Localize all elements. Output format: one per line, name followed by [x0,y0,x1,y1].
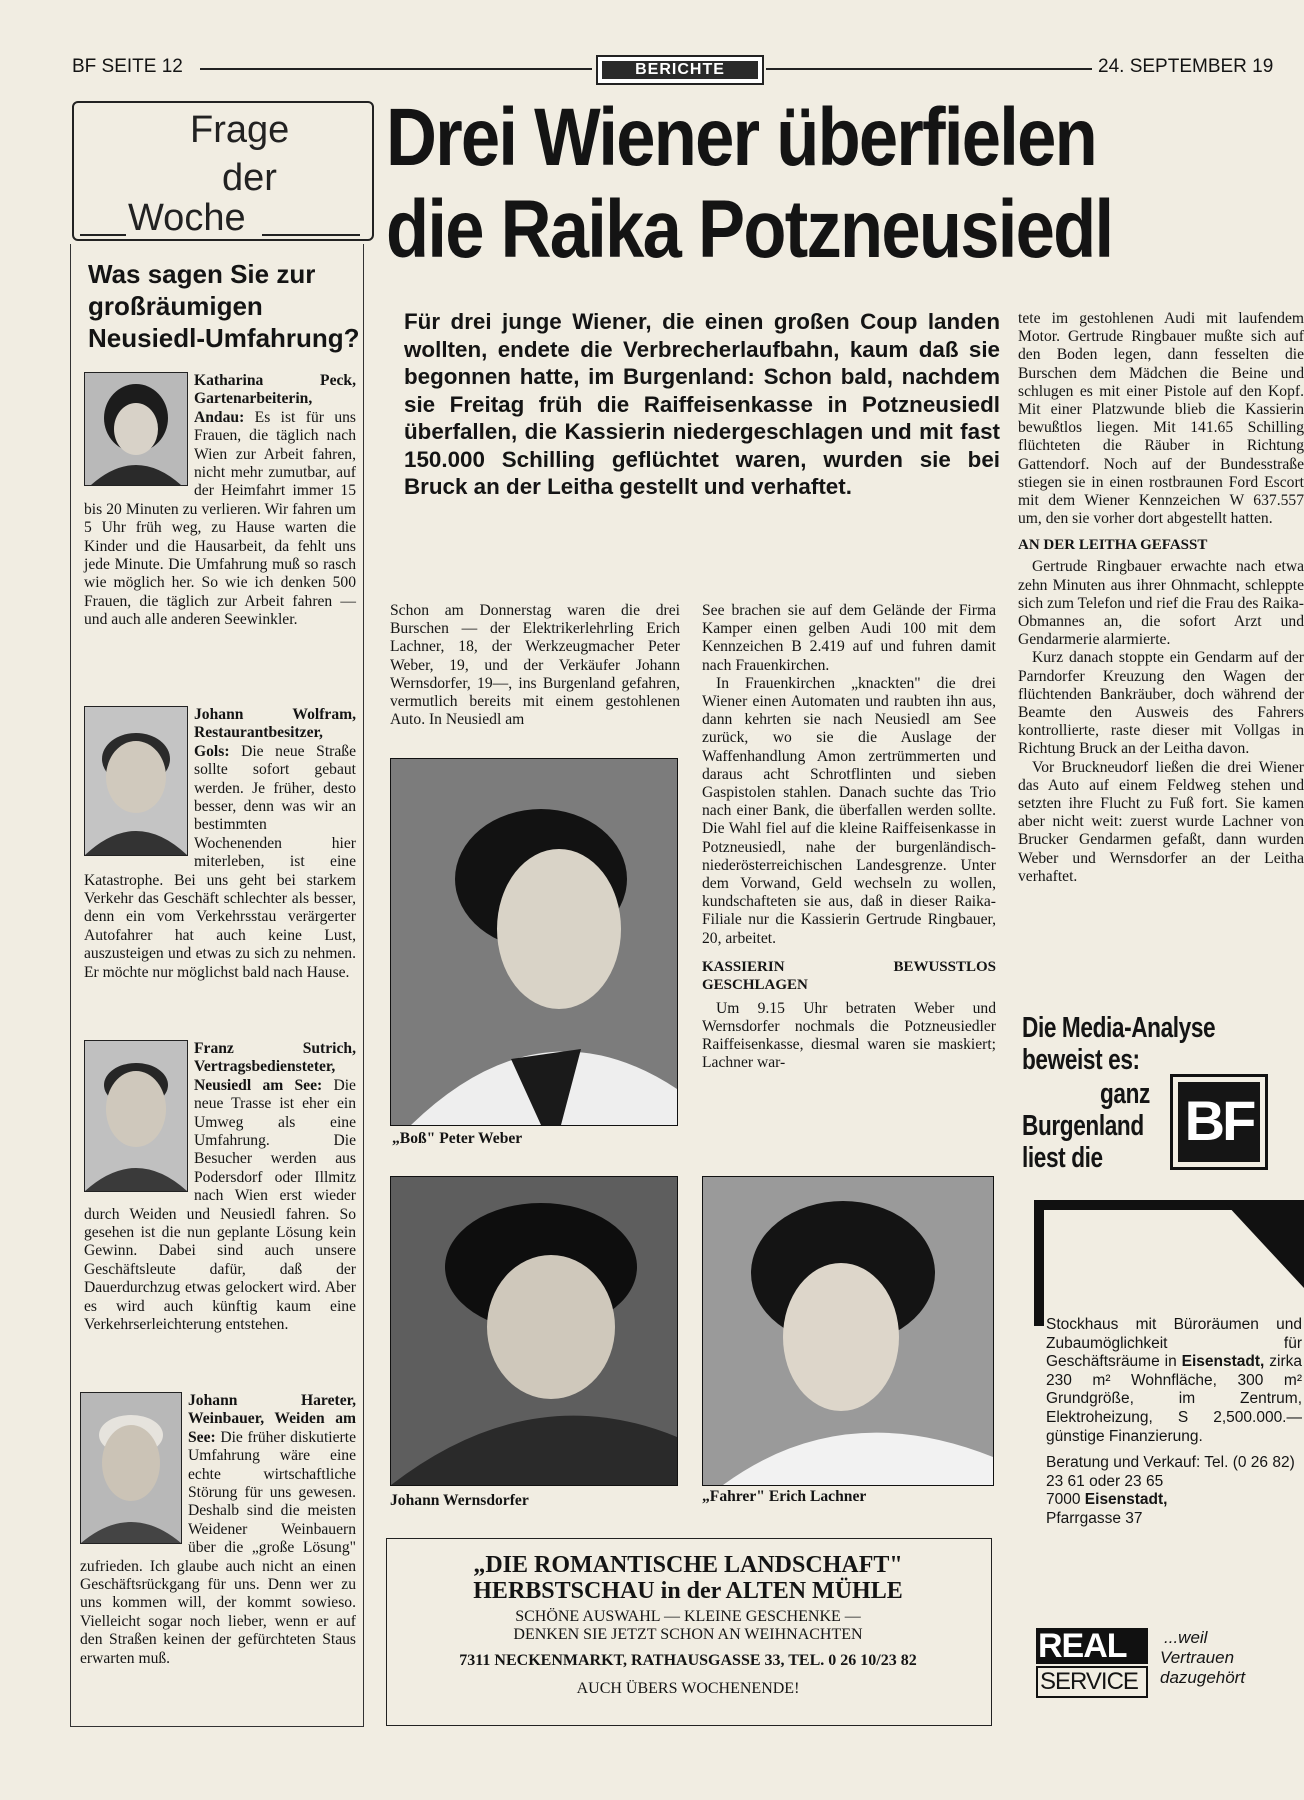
page-number: BF SEITE 12 [72,56,183,77]
subhead-kassierin: KASSIERIN BEWUSSTLOS GESCHLAGEN [702,958,996,993]
article-col2-para2: In Frauenkirchen „knackten" die drei Wiener einen Automaten und raubten ihn aus, dann kehrten sie nach Neusiedl am See zurück, wo sie die Auslage der Waffenhandlung Amon zertrümmerten und daraus acht Schrotflinten und sieben Gaspistolen stahlen. Danach suchte das Trio nach einer Bank, die überfallen werden sollte. Die Wahl fiel auf die kleine Raiffeisenkasse in Potzneusiedl, nahe der burgenländisch-niederösterreichischen Landesgrenze. Unter dem Vorwand, Geld wechseln zu wollen, kundschafteten sie aus, daß in dieser Raika-Filiale nur die Kassierin Gertrude Ringbauer, 20, arbeitet. [702,674,996,947]
ad-real-sidebar [1034,1200,1044,1326]
real-slogan-2: Vertrauen [1160,1648,1235,1667]
issue-date: 24. SEPTEMBER 19 [1098,56,1274,77]
answer-1-name: Katharina Peck, Gartenarbeiterin, Andau: [194,372,356,426]
header-rule-right [766,68,1092,70]
ad-muehle-line2: HERBSTSCHAU in der ALTEN MÜHLE [473,1578,903,1604]
section-label [596,55,764,85]
ad-real-desc: Stockhaus mit Büroräumen und Zubaumöglichkeit für Geschäftsräume in [1046,1316,1302,1371]
promo-line5: liest die [1022,1142,1103,1174]
ad-real-contact: Beratung und Verkauf: Tel. (0 26 82) 23 61 oder 23 65 [1046,1454,1295,1490]
ad-real-corner-mark-icon [1226,1204,1304,1288]
header-rule-left [200,68,592,70]
subhead-leitha: AN DER LEITHA GEFASST [1018,537,1208,554]
frage-title-line3: Woche [128,197,246,239]
real-slogan-1: ...weil [1164,1628,1208,1647]
answer-1 [84,372,356,630]
frage-title-line2: der [222,157,277,199]
real-logo-service: SERVICE [1036,1666,1148,1698]
headline-line2: die Raika Potzneusiedl [386,184,1113,275]
caption-peter-weber: „Boß" Peter Weber [392,1130,523,1147]
answer-4-text: Die früher diskutierte Umfahrung wäre eine echte wirtschaftliche Störung für uns gewesen. Deshalb sind die meisten Weidener Weinbauern über die „große Lösung" zufrieden. Ich glaube auch nicht an einen Geschäftsrückgang für uns. Denn wer zu uns kommen will, der kommt sowieso. Vielleicht sogar noch lieber, wenn er auf den Straßen keinen der gefürchteten Staus erwarten muß. [80,1428,356,1667]
article-col3-para2: Gertrude Ringbauer erwachte nach etwa zehn Minuten aus ihrer Ohnmacht, schleppte sich zum Telefon und rief die Frau des Raika-Obmannes an, die sofort Arzt und Gendarmerie alarmierte. [1018,558,1304,649]
promo-bf-logo-text: BF [1184,1089,1254,1152]
real-logo-word: REAL [1036,1628,1148,1664]
caption-johann-wernsdorfer: Johann Wernsdorfer [390,1492,529,1509]
answer-2-text: Die neue Straße sollte sofort gebaut werden. Je früher, desto besser, denn was wir an bestimmten Wochenenden hier miterleben, ist eine Katastrophe. Bei uns geht bei starkem Verkehr das Geschäft schlechter als besser, denn ein vom Verkehrsstau verärgerter Autofahrer hat auch keine Lust, auszusteigen und etwas zu sich zu nehmen. Er möchte nur möglichst bald nach Hause. [84,742,356,981]
answer-4-name: Johann Hareter, Weinbauer, Weiden am See: [188,1392,356,1446]
photo-peter-weber [390,758,678,1126]
article-col2 [702,602,996,1073]
answer-4 [80,1392,356,1668]
promo-line4: Burgenland [1022,1110,1144,1142]
caption-erich-lachner: „Fahrer" Erich Lachner [702,1488,867,1505]
ad-real-desc2: zirka 230 m² Wohnfläche, 300 m² Grundgröße, im Zentrum, Elektroheizung, S 2,500.000.— günstige Finanzierung. [1046,1353,1302,1445]
article-col1: Schon am Donnerstag waren die drei Burschen — der Elektrikerlehrling Erich Lachner, 18, der Werkzeugmacher Peter Weber, 19, und der Verkäufer Johann Wernsdorfer, 19—, ins Burgenland gefahren, vermutlich bereits mit einem gestohlenen Auto. In Neusiedl am [390,602,680,729]
frage-underline-left [80,234,126,236]
answer-1-text: Es ist für uns Frauen, die täglich nach Wien zur Arbeit fahren, nicht mehr zumutbar, auf der Heimfahrt immer 15 bis 20 Minuten zu verlieren. Wir fahren um 5 Uhr früh weg, zu Hause warten die Kinder und die Hausarbeit, da fehlt uns jede Minute. Die Umfahrung muß so rasch wie möglich her. So wie ich denken 500 Frauen, die täglich zur Arbeit fahren — und auch alle anderen Seewinkler. [84,408,356,629]
photo-johann-wernsdorfer [390,1176,678,1486]
photo-figure-icon [391,759,677,1125]
answer-2 [84,706,356,982]
answer-2-name: Johann Wolfram, Restaurantbesitzer, Gols: [194,706,356,760]
photo-erich-lachner [702,1176,994,1486]
frage-question: Was sagen Sie zur großräumigen Neusiedl-Umfahrung? [88,259,360,353]
ad-real-city: Eisenstadt, [1181,1353,1265,1371]
promo-line3: ganz [1100,1078,1150,1110]
promo-bf-logo [1170,1074,1268,1170]
ad-real-text [1046,1316,1302,1529]
ad-muehle-line4: DENKEN SIE JETZT SCHON AN WEIHNACHTEN [513,1626,863,1643]
article-lead: Für drei junge Wiener, die einen großen Coup landen wollten, endete die Verbrecherlaufbahn, kaum daß sie begonnen hatte, im Burgenland: Schon bald, nachdem sie Freitag früh die Raiffeisenkasse in Potzneusiedl überfallen, die Kassierin niedergeschlagen und mit fast 150.000 Schilling geflüchtet waren, wurden sie bei Bruck an der Leitha gestellt und verhaftet. [404,309,1000,499]
answer-3 [84,1040,356,1335]
section-label-text: BERICHTE [602,61,758,79]
photo-figure-icon [703,1177,993,1485]
ad-real-street: Pfarrgasse 37 [1046,1509,1143,1527]
real-slogan-3: dazugehört [1160,1668,1246,1687]
promo-line1: Die Media-Analyse [1022,1012,1216,1044]
article-col2-para3: Um 9.15 Uhr betraten Weber und Wernsdorfer nochmals die Potzneusiedler Raiffeisenkasse, diesmal waren sie maskiert; Lachner war- [702,999,996,1072]
answer-3-name: Franz Sutrich, Vertragsbediensteter, Neusiedl am See: [194,1040,356,1094]
ad-muehle-line6: AUCH ÜBERS WOCHENENDE! [576,1680,800,1697]
ad-real-city2: Eisenstadt, [1084,1491,1168,1509]
answer-3-text: Die neue Trasse ist eher ein Umweg als eine Umfahrung. Die Besucher werden aus Podersdorf oder Illmitz nach Wien erst wieder durch Weiden und Neusiedl fahren. So gesehen ist die nun geplante Lösung kein Gewinn. Dabei sind auch unsere Geschäftsleute dafür, daß der Dauerdurchzug etwas gelockert wird. Aber es wird auch künftig kaum eine Verkehrserleichterung entstehen. [84,1076,356,1334]
frage-title-line1: Frage [190,109,290,151]
frage-underline-right [262,234,360,236]
real-slogan [1160,1628,1245,1688]
ad-muehle-line1: „DIE ROMANTISCHE LANDSCHAFT" [473,1552,903,1578]
real-service-logo [1036,1628,1148,1700]
article-col3-para1: tete im gestohlenen Audi mit laufendem Motor. Gertrude Ringbauer mußte sich auf den Boden legen, dann fesselten die Burschen dem Mädchen die Beine und schlugen es mit einer Pistole auf den Kopf. Mit einer Platzwunde blieb die Kassierin bewußtlos liegen. Mit 141.65 Schilling flüchteten die Räuber in Richtung Gattendorf. Noch auf der Bundesstraße stiegen sie in einen rostbraunen Ford Escort mit dem Wiener Kennzeichen W 637.557 um, den sie vorher dort abgestellt hatten. [1018,310,1304,528]
ad-real-zip: 7000 [1046,1491,1085,1509]
promo-line2: beweist es: [1022,1044,1140,1076]
photo-figure-icon [391,1177,677,1485]
article-col3 [1018,310,1304,886]
article-col2-para1: See brachen sie auf dem Gelände der Firma Kamper einen gelben Audi 100 mit dem Kennzeichen B 2.419 auf und fuhren damit nach Frauenkirchen. [702,602,996,674]
ad-muehle-line5: 7311 NECKENMARKT, RATHAUSGASSE 33, TEL. 0 26 10/23 82 [459,1652,917,1669]
article-col3-para4: Vor Bruckneudorf ließen die drei Wiener das Auto auf einem Feldweg stehen und setzten ihre Flucht zu Fuß fort. Sie kamen aber nicht weit: zuerst wurde Lachner von Brucker Gendarmen gefaßt, dann wurden Weber und Wernsdorfer an der Leitha verhaftet. [1018,758,1304,885]
headline [386,92,1160,276]
ad-muehle-line3: SCHÖNE AUSWAHL — KLEINE GESCHENKE — [515,1608,861,1625]
article-col3-para3: Kurz danach stoppte ein Gendarm auf der Parndorfer Kreuzung den Wagen der flüchtenden Bankräuber, doch während der Beamte den Ausweis des Fahrers kontrollierte, raste dieser mit Vollgas in Richtung Bruck an der Leitha davon. [1018,649,1304,758]
headline-line1: Drei Wiener überfielen [386,92,1097,183]
